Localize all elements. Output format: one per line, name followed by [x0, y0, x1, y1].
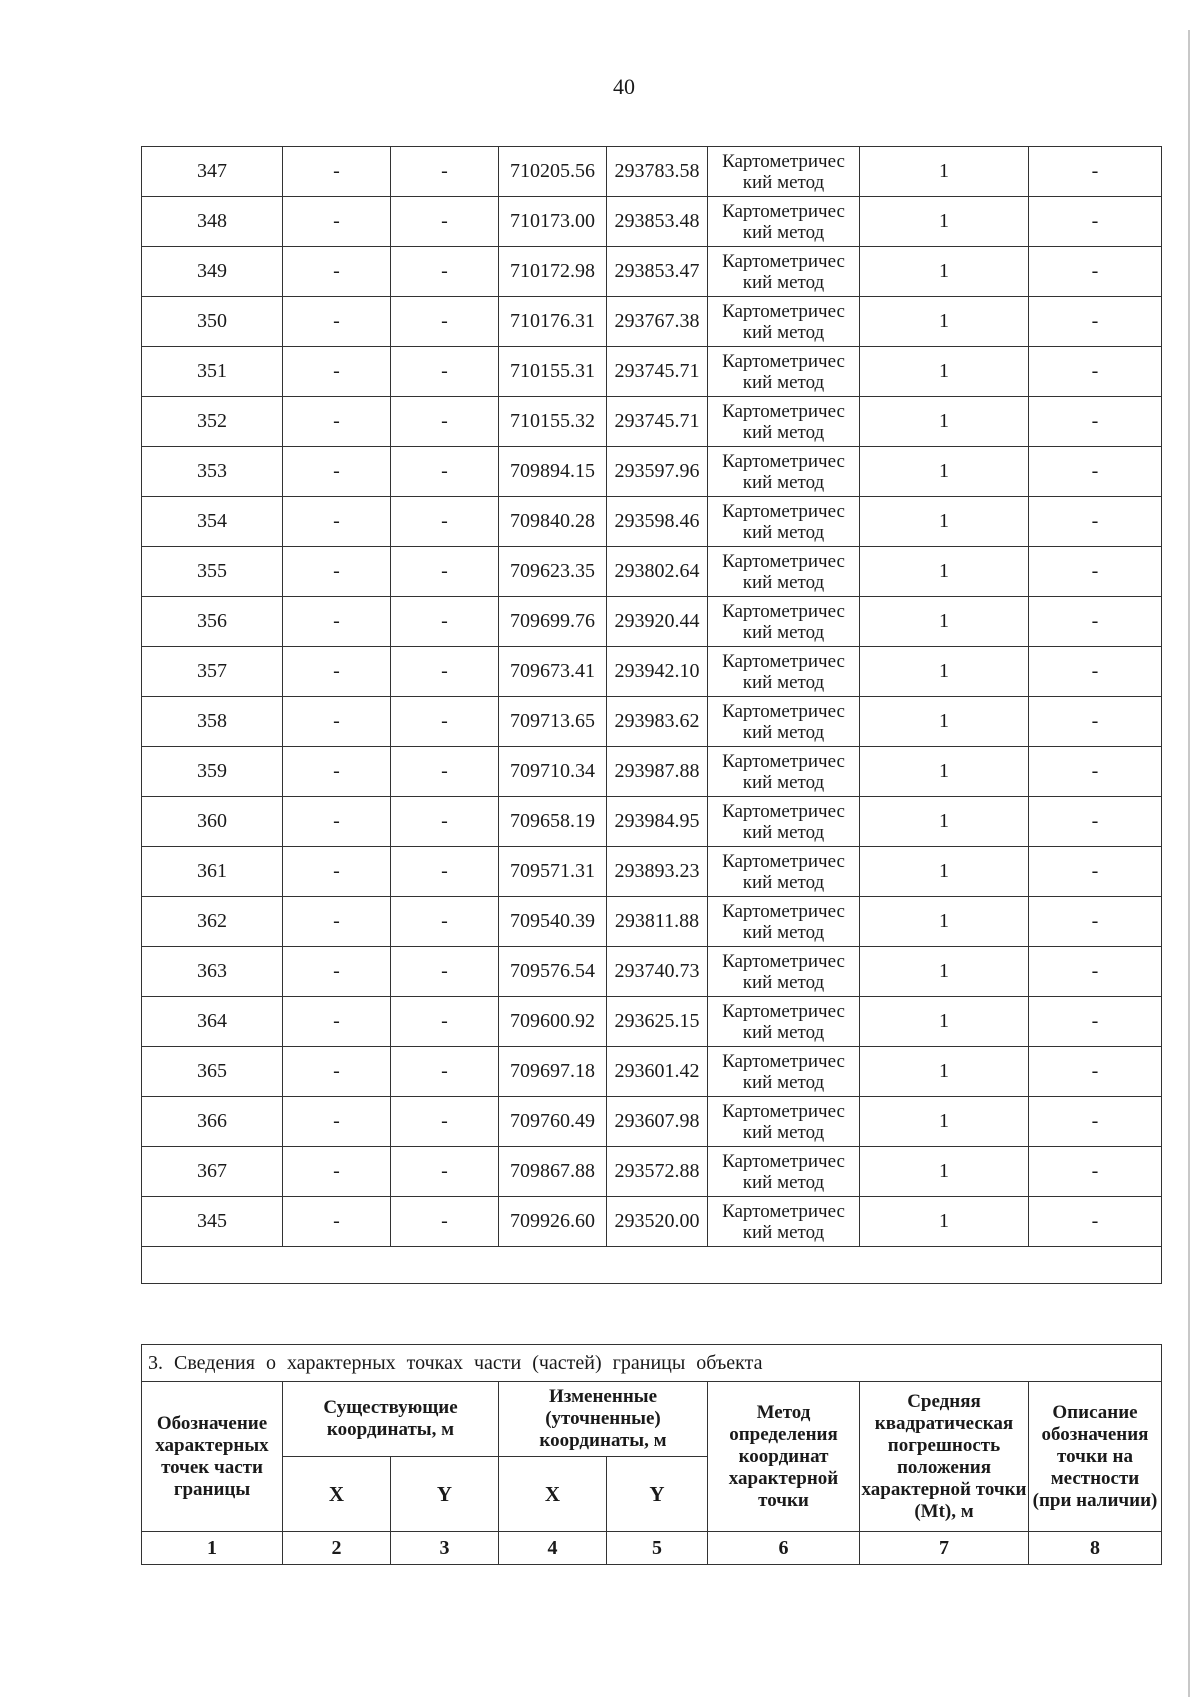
cell-existing-y: -: [391, 347, 499, 397]
table-row: [142, 297, 1162, 347]
cell-existing-y: -: [391, 547, 499, 597]
cell-point-id: 361: [142, 847, 283, 897]
table-row: [142, 947, 1162, 997]
cell-existing-y: -: [391, 947, 499, 997]
cell-method: Картометричес кий метод: [708, 447, 860, 497]
cell-existing-x: -: [283, 1197, 391, 1247]
cell-changed-y: 293984.95: [607, 797, 708, 847]
cell-method: Картометричес кий метод: [708, 1097, 860, 1147]
column-number: 3: [391, 1532, 499, 1565]
table-row: [142, 847, 1162, 897]
cell-changed-y: 293893.23: [607, 847, 708, 897]
cell-point-id: 348: [142, 197, 283, 247]
header-changed-y: Y: [607, 1457, 708, 1532]
cell-changed-x: 709576.54: [499, 947, 607, 997]
cell-error: 1: [860, 897, 1029, 947]
cell-description: -: [1029, 747, 1162, 797]
cell-method: Картометричес кий метод: [708, 547, 860, 597]
cell-description: -: [1029, 797, 1162, 847]
cell-existing-y: -: [391, 447, 499, 497]
cell-changed-x: 709894.15: [499, 447, 607, 497]
cell-existing-x: -: [283, 697, 391, 747]
cell-existing-x: -: [283, 1047, 391, 1097]
cell-description: -: [1029, 1097, 1162, 1147]
cell-error: 1: [860, 697, 1029, 747]
cell-description: -: [1029, 147, 1162, 197]
cell-description: -: [1029, 247, 1162, 297]
cell-changed-y: 293607.98: [607, 1097, 708, 1147]
cell-existing-x: -: [283, 597, 391, 647]
cell-changed-y: 293740.73: [607, 947, 708, 997]
cell-changed-x: 710176.31: [499, 297, 607, 347]
cell-changed-y: 293601.42: [607, 1047, 708, 1097]
cell-point-id: 357: [142, 647, 283, 697]
cell-existing-y: -: [391, 1197, 499, 1247]
table-row: [142, 1097, 1162, 1147]
cell-error: 1: [860, 547, 1029, 597]
cell-description: -: [1029, 1047, 1162, 1097]
header-designation: Обозначение характерных точек части границы: [142, 1382, 283, 1532]
cell-method: Картометричес кий метод: [708, 647, 860, 697]
table-row: [142, 547, 1162, 597]
cell-changed-x: 709713.65: [499, 697, 607, 747]
cell-point-id: 355: [142, 547, 283, 597]
cell-changed-y: 293920.44: [607, 597, 708, 647]
table-row: [142, 447, 1162, 497]
column-number: 7: [860, 1532, 1029, 1565]
cell-existing-x: -: [283, 847, 391, 897]
column-number: 4: [499, 1532, 607, 1565]
cell-changed-x: 709867.88: [499, 1147, 607, 1197]
cell-point-id: 352: [142, 397, 283, 447]
cell-existing-x: -: [283, 547, 391, 597]
section3-title: 3. Сведения о характерных точках части (частей) границы объекта: [142, 1345, 1162, 1382]
header-existing-y: Y: [391, 1457, 499, 1532]
cell-existing-y: -: [391, 197, 499, 247]
table-row: [142, 247, 1162, 297]
cell-changed-x: 709658.19: [499, 797, 607, 847]
cell-description: -: [1029, 1197, 1162, 1247]
cell-error: 1: [860, 747, 1029, 797]
cell-point-id: 367: [142, 1147, 283, 1197]
cell-error: 1: [860, 247, 1029, 297]
cell-error: 1: [860, 197, 1029, 247]
table-row: [142, 1197, 1162, 1247]
cell-method: Картометричес кий метод: [708, 747, 860, 797]
cell-existing-x: -: [283, 1147, 391, 1197]
cell-error: 1: [860, 1147, 1029, 1197]
cell-description: -: [1029, 497, 1162, 547]
cell-changed-y: 293767.38: [607, 297, 708, 347]
cell-error: 1: [860, 647, 1029, 697]
cell-point-id: 364: [142, 997, 283, 1047]
cell-changed-x: 709840.28: [499, 497, 607, 547]
cell-method: Картометричес кий метод: [708, 997, 860, 1047]
cell-method: Картометричес кий метод: [708, 247, 860, 297]
cell-changed-y: 293853.47: [607, 247, 708, 297]
cell-changed-y: 293983.62: [607, 697, 708, 747]
cell-changed-x: 709710.34: [499, 747, 607, 797]
cell-changed-x: 709673.41: [499, 647, 607, 697]
cell-point-id: 362: [142, 897, 283, 947]
cell-changed-y: 293572.88: [607, 1147, 708, 1197]
table-row: [142, 397, 1162, 447]
cell-changed-x: 710172.98: [499, 247, 607, 297]
cell-existing-x: -: [283, 1097, 391, 1147]
table-row: [142, 747, 1162, 797]
cell-error: 1: [860, 1047, 1029, 1097]
cell-point-id: 358: [142, 697, 283, 747]
cell-changed-x: 709571.31: [499, 847, 607, 897]
cell-method: Картометричес кий метод: [708, 1147, 860, 1197]
cell-existing-x: -: [283, 897, 391, 947]
cell-description: -: [1029, 947, 1162, 997]
cell-description: -: [1029, 347, 1162, 397]
table-row: [142, 997, 1162, 1047]
cell-existing-y: -: [391, 747, 499, 797]
header-existing-coords: Существующие координаты, м: [283, 1382, 499, 1457]
cell-error: 1: [860, 397, 1029, 447]
cell-existing-x: -: [283, 647, 391, 697]
cell-existing-y: -: [391, 397, 499, 447]
cell-changed-x: 709926.60: [499, 1197, 607, 1247]
cell-description: -: [1029, 647, 1162, 697]
column-number: 6: [708, 1532, 860, 1565]
cell-changed-y: 293811.88: [607, 897, 708, 947]
cell-point-id: 349: [142, 247, 283, 297]
cell-error: 1: [860, 1097, 1029, 1147]
cell-existing-x: -: [283, 747, 391, 797]
cell-existing-x: -: [283, 297, 391, 347]
column-number: 5: [607, 1532, 708, 1565]
cell-point-id: 356: [142, 597, 283, 647]
cell-changed-x: 709697.18: [499, 1047, 607, 1097]
cell-point-id: 353: [142, 447, 283, 497]
table-row: [142, 497, 1162, 547]
cell-description: -: [1029, 697, 1162, 747]
cell-point-id: 359: [142, 747, 283, 797]
cell-changed-x: 709540.39: [499, 897, 607, 947]
table-row: [142, 897, 1162, 947]
cell-description: -: [1029, 447, 1162, 497]
cell-existing-y: -: [391, 497, 499, 547]
cell-changed-y: 293942.10: [607, 647, 708, 697]
cell-existing-x: -: [283, 247, 391, 297]
cell-method: Картометричес кий метод: [708, 897, 860, 947]
page-number: 40: [613, 74, 635, 99]
cell-changed-x: 709699.76: [499, 597, 607, 647]
coordinates-table: [141, 146, 1162, 1284]
cell-existing-x: -: [283, 497, 391, 547]
cell-existing-y: -: [391, 647, 499, 697]
cell-method: Картометричес кий метод: [708, 697, 860, 747]
cell-changed-x: 709600.92: [499, 997, 607, 1047]
cell-method: Картометричес кий метод: [708, 947, 860, 997]
coordinates-table-body: [142, 147, 1162, 1284]
cell-point-id: 363: [142, 947, 283, 997]
cell-existing-x: -: [283, 147, 391, 197]
column-number: 8: [1029, 1532, 1162, 1565]
cell-description: -: [1029, 1147, 1162, 1197]
cell-existing-y: -: [391, 1147, 499, 1197]
table-row: [142, 147, 1162, 197]
cell-error: 1: [860, 997, 1029, 1047]
cell-existing-y: -: [391, 597, 499, 647]
cell-existing-y: -: [391, 147, 499, 197]
cell-method: Картометричес кий метод: [708, 797, 860, 847]
cell-error: 1: [860, 147, 1029, 197]
cell-error: 1: [860, 947, 1029, 997]
header-method: Метод определения координат характерной точки: [708, 1382, 860, 1532]
cell-existing-x: -: [283, 997, 391, 1047]
header-description: Описание обозначения точки на местности (при наличии): [1029, 1382, 1162, 1532]
cell-changed-y: 293520.00: [607, 1197, 708, 1247]
cell-changed-y: 293745.71: [607, 347, 708, 397]
cell-changed-y: 293783.58: [607, 147, 708, 197]
table-row: [142, 1047, 1162, 1097]
cell-method: Картометричес кий метод: [708, 297, 860, 347]
cell-changed-x: 709760.49: [499, 1097, 607, 1147]
scan-edge-line: [1188, 30, 1190, 1697]
cell-point-id: 350: [142, 297, 283, 347]
cell-point-id: 351: [142, 347, 283, 397]
cell-existing-y: -: [391, 697, 499, 747]
table-row: [142, 347, 1162, 397]
cell-method: Картометричес кий метод: [708, 1197, 860, 1247]
cell-existing-x: -: [283, 947, 391, 997]
cell-existing-y: -: [391, 897, 499, 947]
table-row: [142, 647, 1162, 697]
cell-changed-x: 709623.35: [499, 547, 607, 597]
cell-existing-y: -: [391, 797, 499, 847]
cell-changed-x: 710205.56: [499, 147, 607, 197]
cell-method: Картометричес кий метод: [708, 1047, 860, 1097]
cell-changed-y: 293853.48: [607, 197, 708, 247]
cell-method: Картометричес кий метод: [708, 347, 860, 397]
cell-description: -: [1029, 297, 1162, 347]
cell-changed-x: 710155.32: [499, 397, 607, 447]
cell-error: 1: [860, 497, 1029, 547]
cell-point-id: 360: [142, 797, 283, 847]
cell-method: Картометричес кий метод: [708, 597, 860, 647]
header-changed-coords: Измененные (уточненные) координаты, м: [499, 1382, 708, 1457]
cell-method: Картометричес кий метод: [708, 397, 860, 447]
cell-error: 1: [860, 297, 1029, 347]
cell-existing-y: -: [391, 247, 499, 297]
cell-existing-y: -: [391, 997, 499, 1047]
section3-table: [141, 1344, 1162, 1565]
cell-existing-x: -: [283, 347, 391, 397]
cell-changed-y: 293745.71: [607, 397, 708, 447]
empty-row: [142, 1247, 1162, 1284]
cell-point-id: 354: [142, 497, 283, 547]
header-existing-x: X: [283, 1457, 391, 1532]
cell-existing-x: -: [283, 197, 391, 247]
cell-method: Картометричес кий метод: [708, 497, 860, 547]
cell-changed-x: 710155.31: [499, 347, 607, 397]
cell-error: 1: [860, 447, 1029, 497]
cell-point-id: 347: [142, 147, 283, 197]
column-number: 1: [142, 1532, 283, 1565]
table-row: [142, 697, 1162, 747]
cell-method: Картометричес кий метод: [708, 847, 860, 897]
cell-error: 1: [860, 797, 1029, 847]
cell-existing-x: -: [283, 397, 391, 447]
cell-description: -: [1029, 847, 1162, 897]
cell-description: -: [1029, 997, 1162, 1047]
table-row: [142, 597, 1162, 647]
cell-error: 1: [860, 847, 1029, 897]
cell-error: 1: [860, 347, 1029, 397]
cell-description: -: [1029, 397, 1162, 447]
cell-changed-y: 293625.15: [607, 997, 708, 1047]
cell-error: 1: [860, 1197, 1029, 1247]
cell-method: Картометричес кий метод: [708, 197, 860, 247]
table-row: [142, 197, 1162, 247]
cell-existing-x: -: [283, 797, 391, 847]
cell-existing-y: -: [391, 1097, 499, 1147]
cell-method: Картометричес кий метод: [708, 147, 860, 197]
cell-point-id: 365: [142, 1047, 283, 1097]
table-row: [142, 1147, 1162, 1197]
header-changed-x: X: [499, 1457, 607, 1532]
cell-description: -: [1029, 197, 1162, 247]
cell-changed-y: 293598.46: [607, 497, 708, 547]
cell-description: -: [1029, 897, 1162, 947]
table-row: [142, 797, 1162, 847]
cell-error: 1: [860, 597, 1029, 647]
cell-existing-x: -: [283, 447, 391, 497]
cell-description: -: [1029, 547, 1162, 597]
cell-point-id: 345: [142, 1197, 283, 1247]
cell-existing-y: -: [391, 847, 499, 897]
cell-changed-y: 293987.88: [607, 747, 708, 797]
cell-changed-y: 293597.96: [607, 447, 708, 497]
cell-point-id: 366: [142, 1097, 283, 1147]
header-error: Средняя квадратическая погрешность положения характерной точки (Mt), м: [860, 1382, 1029, 1532]
cell-changed-y: 293802.64: [607, 547, 708, 597]
empty-cell: [142, 1247, 1162, 1284]
cell-existing-y: -: [391, 1047, 499, 1097]
cell-existing-y: -: [391, 297, 499, 347]
column-number: 2: [283, 1532, 391, 1565]
cell-description: -: [1029, 597, 1162, 647]
cell-changed-x: 710173.00: [499, 197, 607, 247]
